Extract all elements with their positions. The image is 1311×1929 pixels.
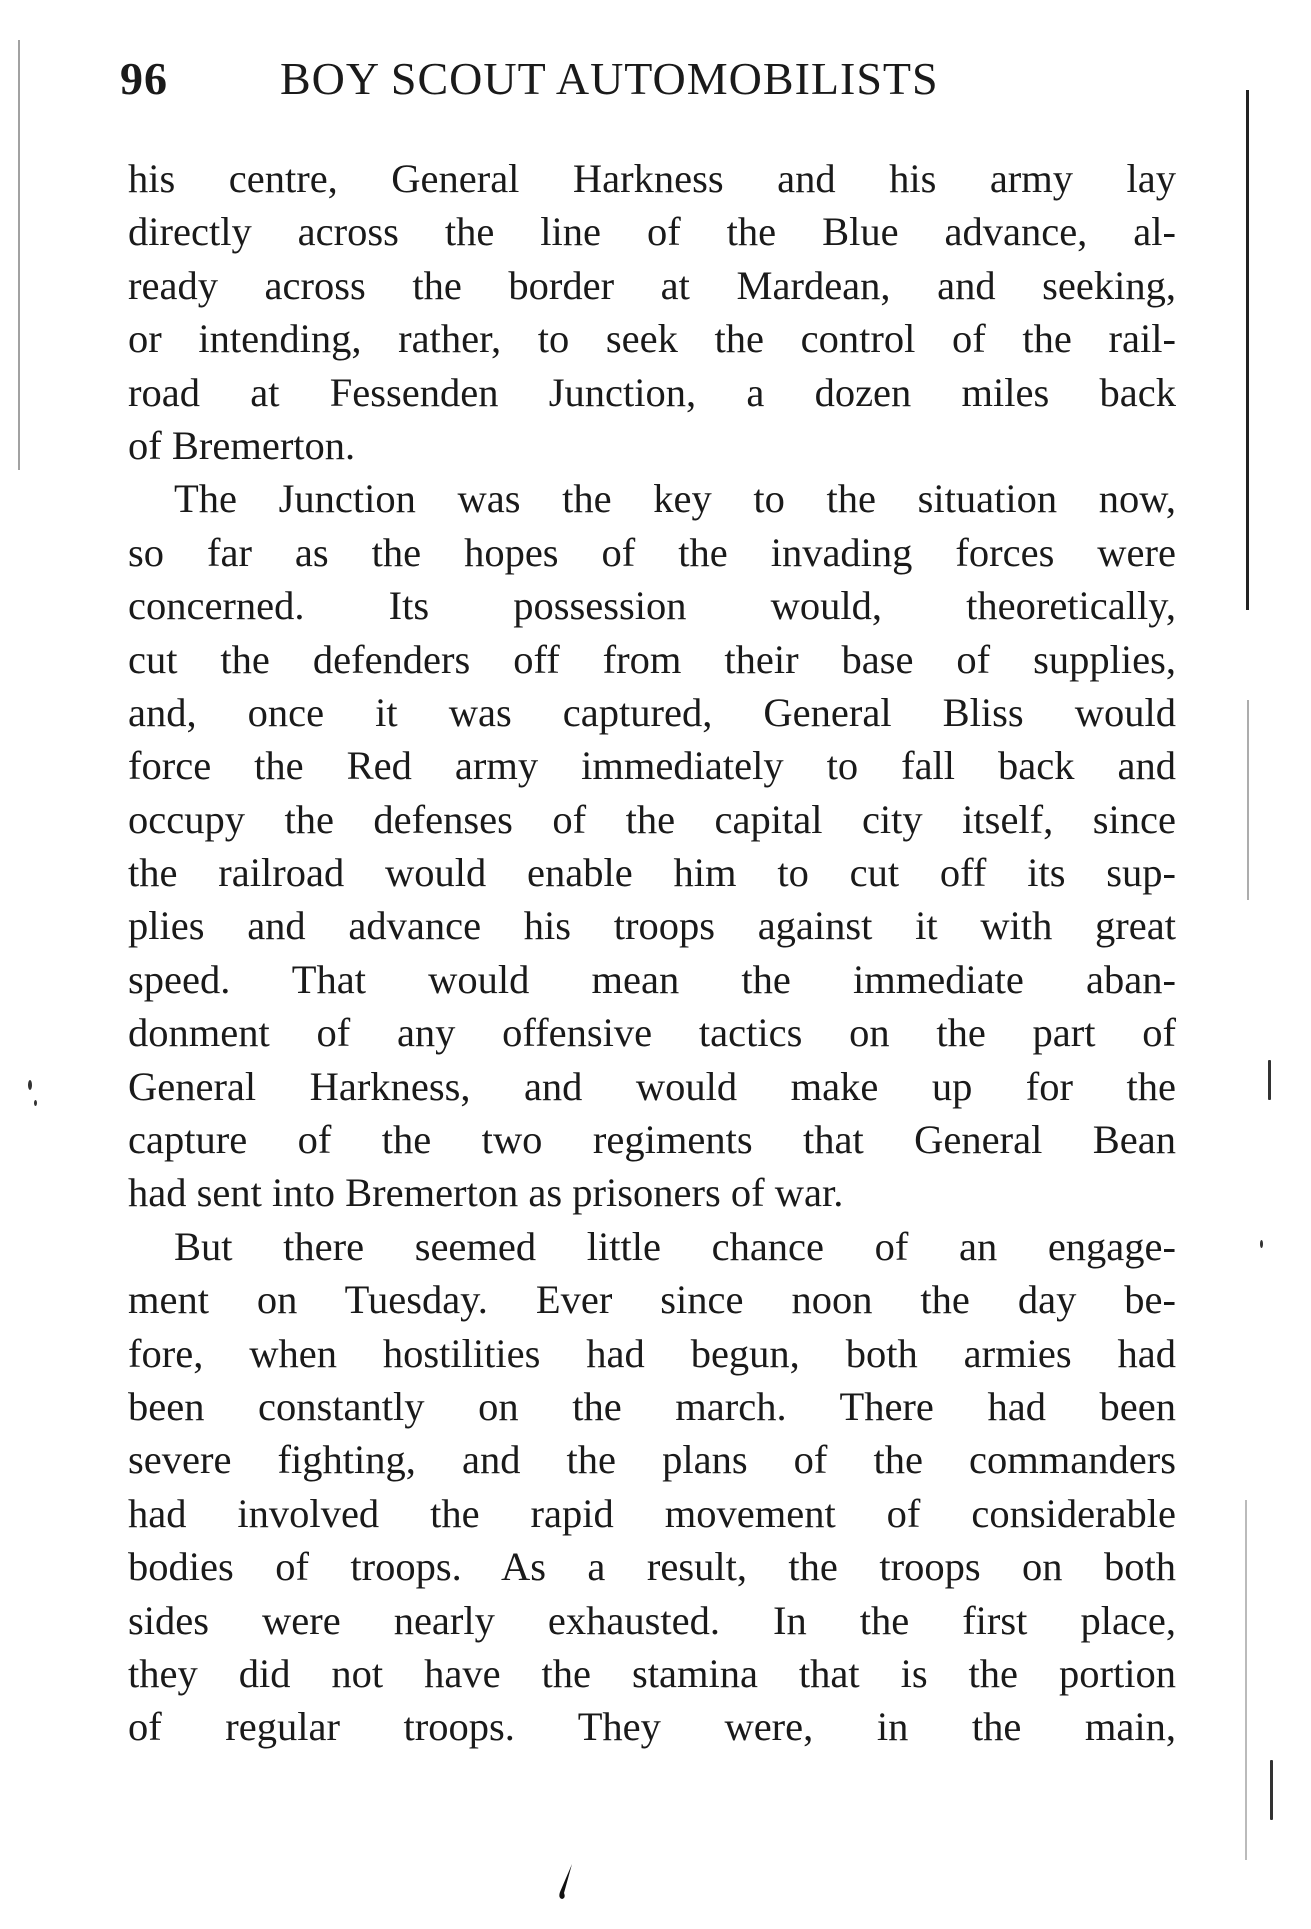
ink-speck bbox=[1268, 1060, 1271, 1100]
text-line: and, once it was captured, General Bliss would bbox=[128, 689, 1176, 735]
body-text bbox=[128, 152, 1176, 1754]
text-line: had involved the rapid movement of considerable bbox=[128, 1490, 1176, 1536]
text-line: speed. That would mean the immediate aban- bbox=[128, 956, 1176, 1002]
text-line: been constantly on the march. There had been bbox=[128, 1383, 1176, 1429]
text-line: severe fighting, and the plans of the commanders bbox=[128, 1437, 1176, 1483]
ink-mark bbox=[552, 1862, 578, 1902]
text-line: fore, when hostilities had begun, both armies had bbox=[128, 1330, 1176, 1376]
text-line: force the Red army immediately to fall back and bbox=[128, 743, 1176, 789]
text-line: directly across the line of the Blue advance, al- bbox=[128, 209, 1176, 255]
right-margin-rule-faint bbox=[1247, 700, 1249, 900]
paragraph-first-line: The Junction was the key to the situation now, bbox=[174, 476, 1176, 522]
text-line: capture of the two regiments that General Bean bbox=[128, 1117, 1176, 1163]
text-line: plies and advance his troops against it with great bbox=[128, 903, 1176, 949]
text-line: had sent into Bremerton as prisoners of war. bbox=[128, 1170, 844, 1216]
text-line: concerned. Its possession would, theoretically, bbox=[128, 583, 1176, 629]
text-line: ready across the border at Mardean, and seeking, bbox=[128, 262, 1176, 308]
text-line: his centre, General Harkness and his army lay bbox=[128, 156, 1176, 201]
left-margin-rule bbox=[18, 40, 20, 470]
running-title: BOY SCOUT AUTOMOBILISTS bbox=[280, 53, 939, 104]
text-line: of Bremerton. bbox=[128, 422, 356, 468]
text-line: so far as the hopes of the invading forces were bbox=[128, 529, 1176, 575]
right-margin-rule bbox=[1246, 90, 1249, 610]
text-line: of regular troops. They were, in the main, bbox=[128, 1704, 1176, 1750]
ink-speck bbox=[1270, 1760, 1273, 1820]
text-line: bodies of troops. As a result, the troops on both bbox=[128, 1544, 1176, 1590]
text-line: the railroad would enable him to cut off its sup- bbox=[128, 850, 1176, 896]
text-line: donment of any offensive tactics on the part of bbox=[128, 1010, 1176, 1056]
text-line: occupy the defenses of the capital city itself, since bbox=[128, 796, 1176, 842]
text-line: or intending, rather, to seek the control of the rail- bbox=[128, 316, 1176, 362]
right-margin-rule-lower bbox=[1245, 1500, 1247, 1860]
text-line: road at Fessenden Junction, a dozen miles back bbox=[128, 369, 1176, 415]
text-line: General Harkness, and would make up for the bbox=[128, 1063, 1176, 1109]
text-line: they did not have the stamina that is the portion bbox=[128, 1650, 1176, 1696]
text-line: ment on Tuesday. Ever since noon the day be- bbox=[128, 1277, 1176, 1323]
ink-speck bbox=[34, 1100, 37, 1106]
page-header bbox=[120, 52, 1180, 112]
ink-speck bbox=[28, 1080, 32, 1090]
text-line: cut the defenders off from their base of supplies, bbox=[128, 636, 1176, 682]
paragraph-first-line: But there seemed little chance of an engage- bbox=[174, 1223, 1176, 1269]
page-number: 96 bbox=[120, 53, 168, 104]
ink-speck bbox=[1260, 1240, 1263, 1248]
text-line: sides were nearly exhausted. In the first place, bbox=[128, 1597, 1176, 1643]
